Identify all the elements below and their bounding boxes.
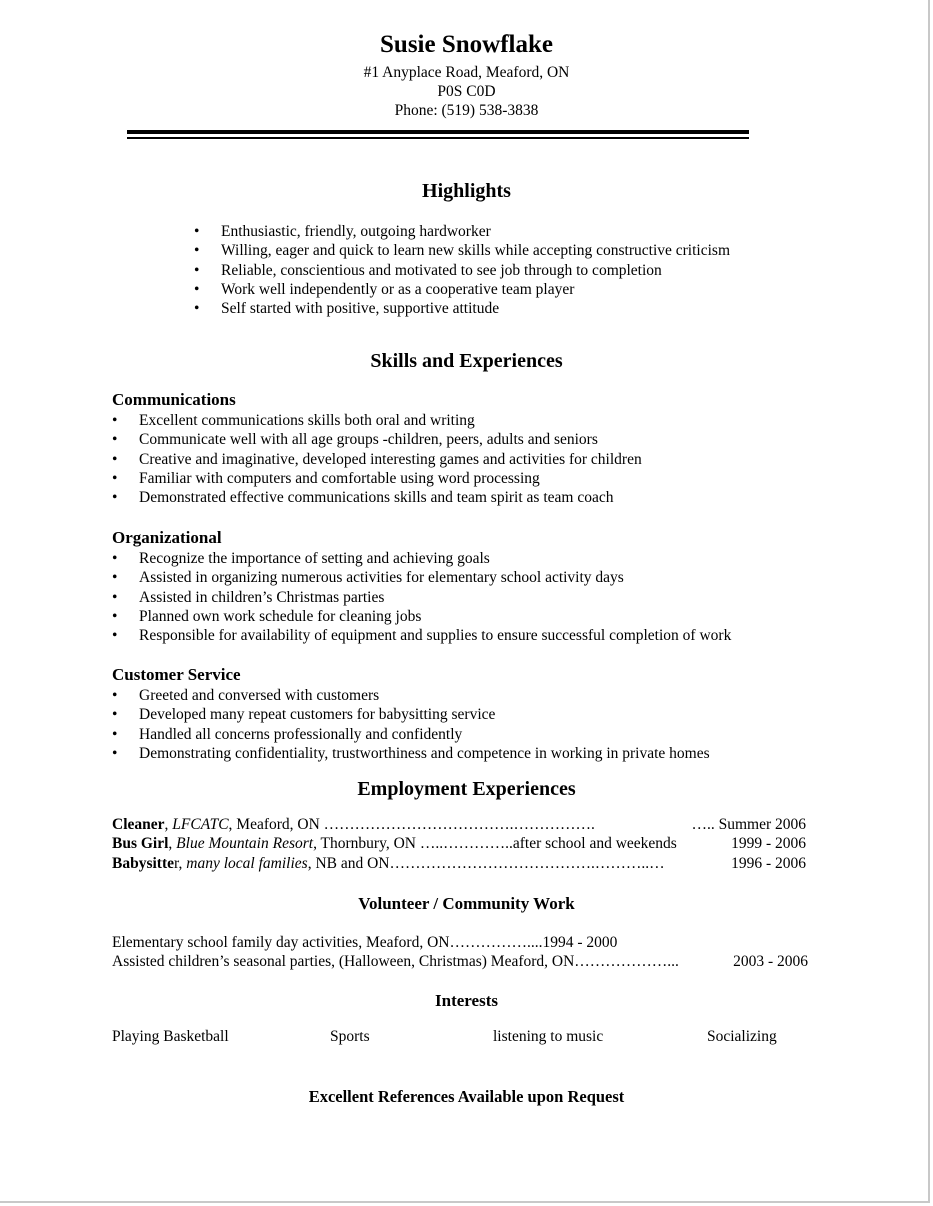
list-item: • Planned own work schedule for cleaning jobs	[112, 607, 422, 625]
interest-item: Playing Basketball	[112, 1028, 229, 1045]
job-dates: 1996 - 2006	[731, 854, 806, 872]
job-role-suffix: r,	[174, 854, 183, 872]
bullet: •	[112, 569, 118, 587]
list-item: • Recognize the importance of setting and achieving goals	[112, 550, 490, 567]
list-item: • Greeted and conversed with customers	[112, 687, 380, 704]
list-item: • Communicate well with all age groups -children, peers, adults and seniors	[112, 431, 598, 449]
volunteer-list	[112, 933, 808, 972]
bullet: •	[112, 412, 118, 429]
volunteer-row	[112, 933, 808, 952]
job-location: , Thornbury, ON …..…………..after school and weekends	[313, 835, 677, 853]
interests-title: Interests	[435, 991, 498, 1010]
interest-item: listening to music	[493, 1028, 604, 1045]
interest-item: Socializing	[707, 1028, 777, 1045]
bullet: •	[112, 450, 118, 468]
job-dates: 1999 - 2006	[731, 835, 806, 853]
volunteer-title: Volunteer / Community Work	[358, 894, 575, 913]
employment-title: Employment Experiences	[357, 778, 576, 800]
bullet: •	[194, 242, 200, 260]
list-item: • Responsible for availability of equipment and supplies to ensure successful completion of work	[112, 627, 732, 645]
list-item: • Handled all concerns professionally and confidently	[112, 725, 463, 743]
list-item: • Reliable, conscientious and motivated to see job through to completion	[194, 261, 662, 279]
header-rule-thick	[127, 130, 749, 134]
bullet: •	[112, 725, 118, 743]
bullet: •	[194, 223, 200, 240]
list-item: • Work well independently or as a cooperative team player	[194, 280, 575, 298]
address-line: #1 Anyplace Road, Meaford, ON	[363, 64, 570, 81]
bullet: •	[194, 261, 200, 279]
bullet: •	[112, 588, 118, 606]
job-row: Cleaner, LFCATC, Meaford, ON ……………………………….……………. ….. Summer 2006	[112, 816, 806, 833]
bullet: •	[112, 550, 118, 567]
job-row: Bus Girl, Blue Mountain Resort, Thornbury, ON …..…………..after school and weekends 1999 - 2006	[112, 835, 806, 853]
list-item: • Willing, eager and quick to learn new skills while accepting constructive criticism	[194, 242, 730, 260]
list-item: • Familiar with computers and comfortable using word processing	[112, 469, 540, 487]
postal-code: P0S C0D	[437, 83, 496, 100]
volunteer-text: Assisted children’s seasonal parties, (Halloween, Christmas) Meaford, ON………………...	[112, 953, 679, 971]
organizational-heading: Organizational	[112, 528, 222, 547]
bullet: •	[194, 280, 200, 298]
bullet: •	[112, 489, 118, 507]
list-item: • Excellent communications skills both oral and writing	[112, 412, 475, 429]
bullet: •	[112, 687, 118, 704]
job-employer: Blue Mountain Resort	[176, 835, 314, 853]
job-employer: many local families	[186, 854, 308, 872]
resume-name: Susie Snowflake	[380, 31, 553, 58]
bullet: •	[112, 607, 118, 625]
references-note: Excellent References Available upon Request	[308, 1087, 625, 1106]
header-rule-thin	[127, 137, 749, 139]
bullet: •	[112, 706, 118, 724]
customer-service-list	[112, 686, 710, 763]
list-item: • Enthusiastic, friendly, outgoing hardworker	[194, 223, 491, 240]
skills-title: Skills and Experiences	[370, 350, 563, 372]
volunteer-row	[112, 952, 808, 971]
list-item: • Assisted in organizing numerous activities for elementary school activity days	[112, 569, 624, 587]
bullet: •	[112, 744, 118, 762]
job-dates: ….. Summer 2006	[691, 816, 806, 833]
list-item: • Creative and imaginative, developed interesting games and activities for children	[112, 450, 642, 468]
highlights-title: Highlights	[422, 180, 511, 202]
job-role: Bus Girl	[112, 835, 169, 853]
list-item: • Assisted in children’s Christmas parties	[112, 588, 385, 606]
communications-list	[112, 411, 642, 507]
list-item: • Developed many repeat customers for babysitting service	[112, 706, 496, 724]
volunteer-text: Elementary school family day activities, Meaford, ON……………....1994 - 2000	[112, 934, 618, 951]
job-location: , Meaford, ON ……………………………….…………….	[228, 816, 595, 833]
communications-heading: Communications	[112, 390, 236, 409]
bullet: •	[112, 431, 118, 449]
employment-list	[112, 815, 806, 873]
volunteer-dates: 2003 - 2006	[733, 953, 808, 971]
job-employer: LFCATC	[172, 816, 229, 833]
phone-line: Phone: (519) 538-3838	[394, 102, 539, 119]
job-role: Cleaner	[112, 816, 165, 833]
list-item: • Demonstrated effective communications skills and team spirit as team coach	[112, 489, 614, 507]
customer-service-heading: Customer Service	[112, 665, 241, 684]
list-item: • Demonstrating confidentiality, trustworthiness and competence in working in private homes	[112, 744, 710, 762]
interest-item: Sports	[330, 1028, 370, 1045]
bullet: •	[112, 469, 118, 487]
job-role: Babysitte	[112, 854, 174, 872]
highlights-list	[194, 222, 730, 318]
bullet: •	[112, 627, 118, 645]
job-location: , NB and ON………………………………….………..…	[307, 854, 665, 872]
list-item: • Self started with positive, supportive attitude	[194, 300, 500, 318]
organizational-list	[112, 549, 731, 645]
job-row	[112, 854, 806, 873]
bullet: •	[194, 300, 200, 318]
